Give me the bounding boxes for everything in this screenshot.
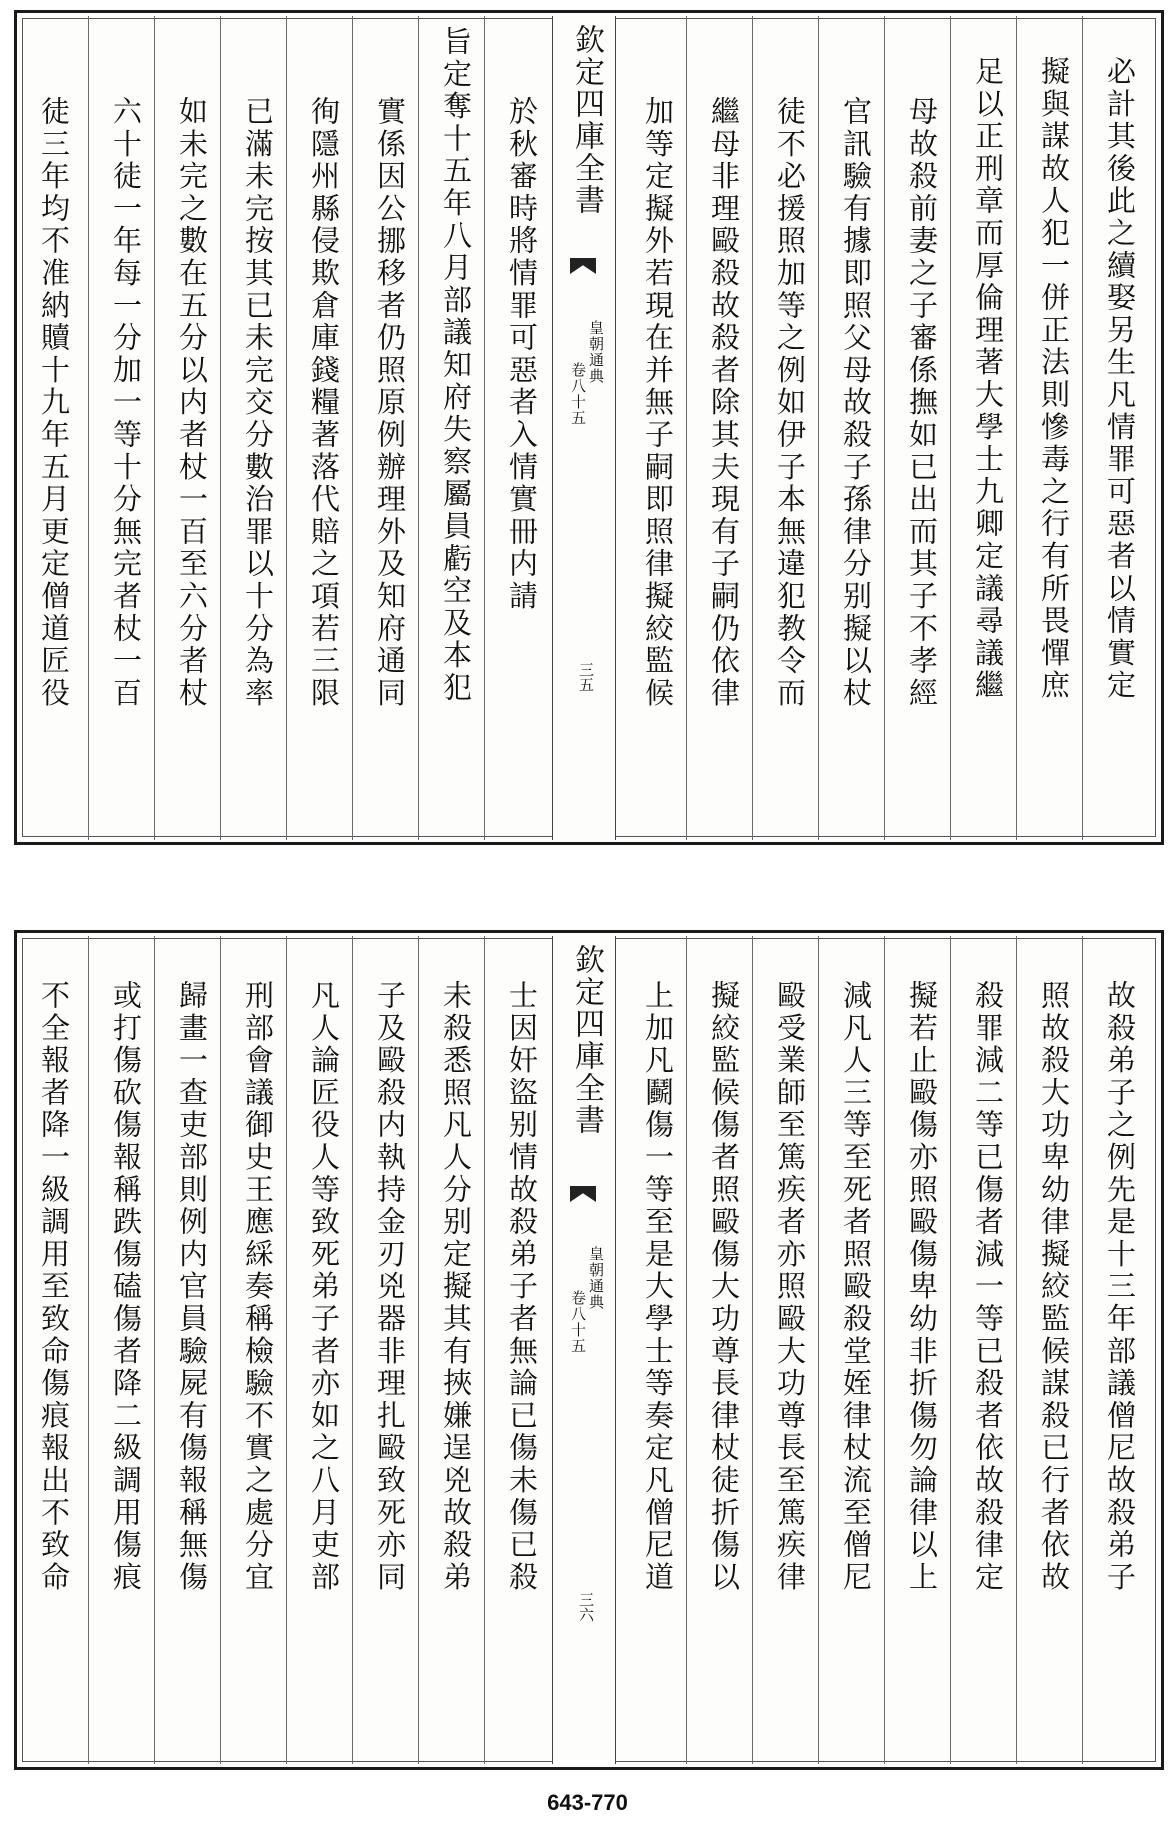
text-column: 故殺弟子之例先是十三年部議僧尼故殺弟子 [1103, 980, 1137, 1594]
column-rule [818, 936, 819, 1764]
text-column: 於秋審時將情罪可惡者入情實冊内請 [505, 96, 539, 613]
column-rule [286, 936, 287, 1764]
column-rule [88, 936, 89, 1764]
text-column: 上加凡鬬傷一等至是大學士等奏定凡僧尼道 [641, 980, 675, 1594]
column-rule [154, 936, 155, 1764]
text-column: 凡人論匠役人等致死弟子者亦如之八月吏部 [307, 980, 341, 1594]
text-column: 旨定奪十五年八月部議知府失察屬員虧空及本犯 [439, 26, 473, 705]
text-column: 子及毆殺内執持金刃兇器非理扎毆致死亦同 [373, 980, 407, 1594]
text-column: 擬若止毆傷亦照毆傷卑幼非折傷勿論律以上 [905, 980, 939, 1594]
text-column: 徒三年均不准納贖十九年五月更定僧道匠役 [37, 96, 71, 710]
column-rule [484, 16, 485, 840]
column-rule [884, 936, 885, 1764]
column-rule [1016, 16, 1017, 840]
bottom-band-page-number: 三六 [577, 1592, 595, 1622]
column-rule [818, 16, 819, 840]
column-rule [418, 16, 419, 840]
text-column: 必計其後此之續娶另生凡情罪可惡者以情實定 [1103, 56, 1137, 702]
column-rule [220, 16, 221, 840]
column-rule [686, 16, 687, 840]
top-band-page-number: 三五 [577, 662, 595, 692]
column-rule [154, 16, 155, 840]
text-column: 未殺悉照凡人分别定擬其有挾嫌逞兇故殺弟 [439, 980, 473, 1594]
column-rule [352, 936, 353, 1764]
text-column: 官訊驗有據即照父母故殺子孫律分别擬以杖 [839, 96, 873, 710]
column-rule [1082, 936, 1083, 1764]
column-rule [752, 16, 753, 840]
page-reference-number: 643-770 [547, 1790, 628, 1815]
text-column: 徒不必援照加等之例如伊子本無違犯教令而 [773, 96, 807, 710]
text-column: 已滿未完按其已未完交分數治罪以十分為率 [241, 96, 275, 710]
column-rule [88, 16, 89, 840]
column-rule [352, 16, 353, 840]
text-column: 減凡人三等至死者照毆殺堂姪律杖流至僧尼 [839, 980, 873, 1594]
text-column: 母故殺前妻之子審係撫如已出而其子不孝經 [905, 96, 939, 710]
text-column: 六十徒一年每一分加一等十分無完者杖一百 [109, 96, 143, 710]
column-rule [1016, 936, 1017, 1764]
text-column: 或打傷砍傷報稱跌傷磕傷者降二級調用傷痕 [109, 980, 143, 1594]
text-column: 足以正刑章而厚倫理著大學士九卿定議尋議繼 [971, 56, 1005, 702]
top-band-subtitle-volume: 卷八十五 [569, 362, 587, 426]
column-rule [884, 16, 885, 840]
top-band-subtitle-book: 皇朝通典 [587, 320, 605, 384]
text-column: 擬與謀故人犯一併正法則慘毒之行有所畏憚庶 [1037, 56, 1071, 702]
column-rule [752, 936, 753, 1764]
column-rule [220, 936, 221, 1764]
text-column: 刑部會議御史王應綵奏稱檢驗不實之處分宜 [241, 980, 275, 1594]
top-band-title: 欽定四庫全書 [569, 24, 604, 216]
text-column: 不全報者降一級調用至致命傷痕報出不致命 [37, 980, 71, 1594]
bottom-band-title: 欽定四庫全書 [569, 944, 604, 1136]
column-rule [1082, 16, 1083, 840]
column-rule [418, 936, 419, 1764]
text-column: 徇隱州縣侵欺倉庫錢糧著落代賠之項若三限 [307, 96, 341, 710]
text-column: 歸畫一查吏部則例内官員驗屍有傷報稱無傷 [175, 980, 209, 1594]
text-column: 擬絞監候傷者照毆傷大功尊長律杖徒折傷以 [707, 980, 741, 1594]
column-rule [286, 16, 287, 840]
column-rule [950, 16, 951, 840]
text-column: 殺罪減二等已傷者減一等已殺者依故殺律定 [971, 980, 1005, 1594]
text-column: 照故殺大功卑幼律擬絞監候謀殺已行者依故 [1037, 980, 1071, 1594]
text-column: 加等定擬外若現在并無子嗣即照律擬絞監候 [641, 96, 675, 710]
text-column: 士因奸盜别情故殺弟子者無論已傷未傷已殺 [505, 980, 539, 1594]
text-column: 繼母非理毆殺故殺者除其夫現有子嗣仍依律 [707, 96, 741, 710]
column-rule [686, 936, 687, 1764]
bottom-band-subtitle-volume: 卷八十五 [569, 1290, 587, 1354]
text-column: 毆受業師至篤疾者亦照毆大功尊長至篤疾律 [773, 980, 807, 1594]
column-rule [950, 936, 951, 1764]
column-rule [484, 936, 485, 1764]
text-column: 實係因公挪移者仍照原例辦理外及知府通同 [373, 96, 407, 710]
text-column: 如未完之數在五分以内者杖一百至六分者杖 [175, 96, 209, 710]
bottom-band-subtitle-book: 皇朝通典 [587, 1246, 605, 1310]
